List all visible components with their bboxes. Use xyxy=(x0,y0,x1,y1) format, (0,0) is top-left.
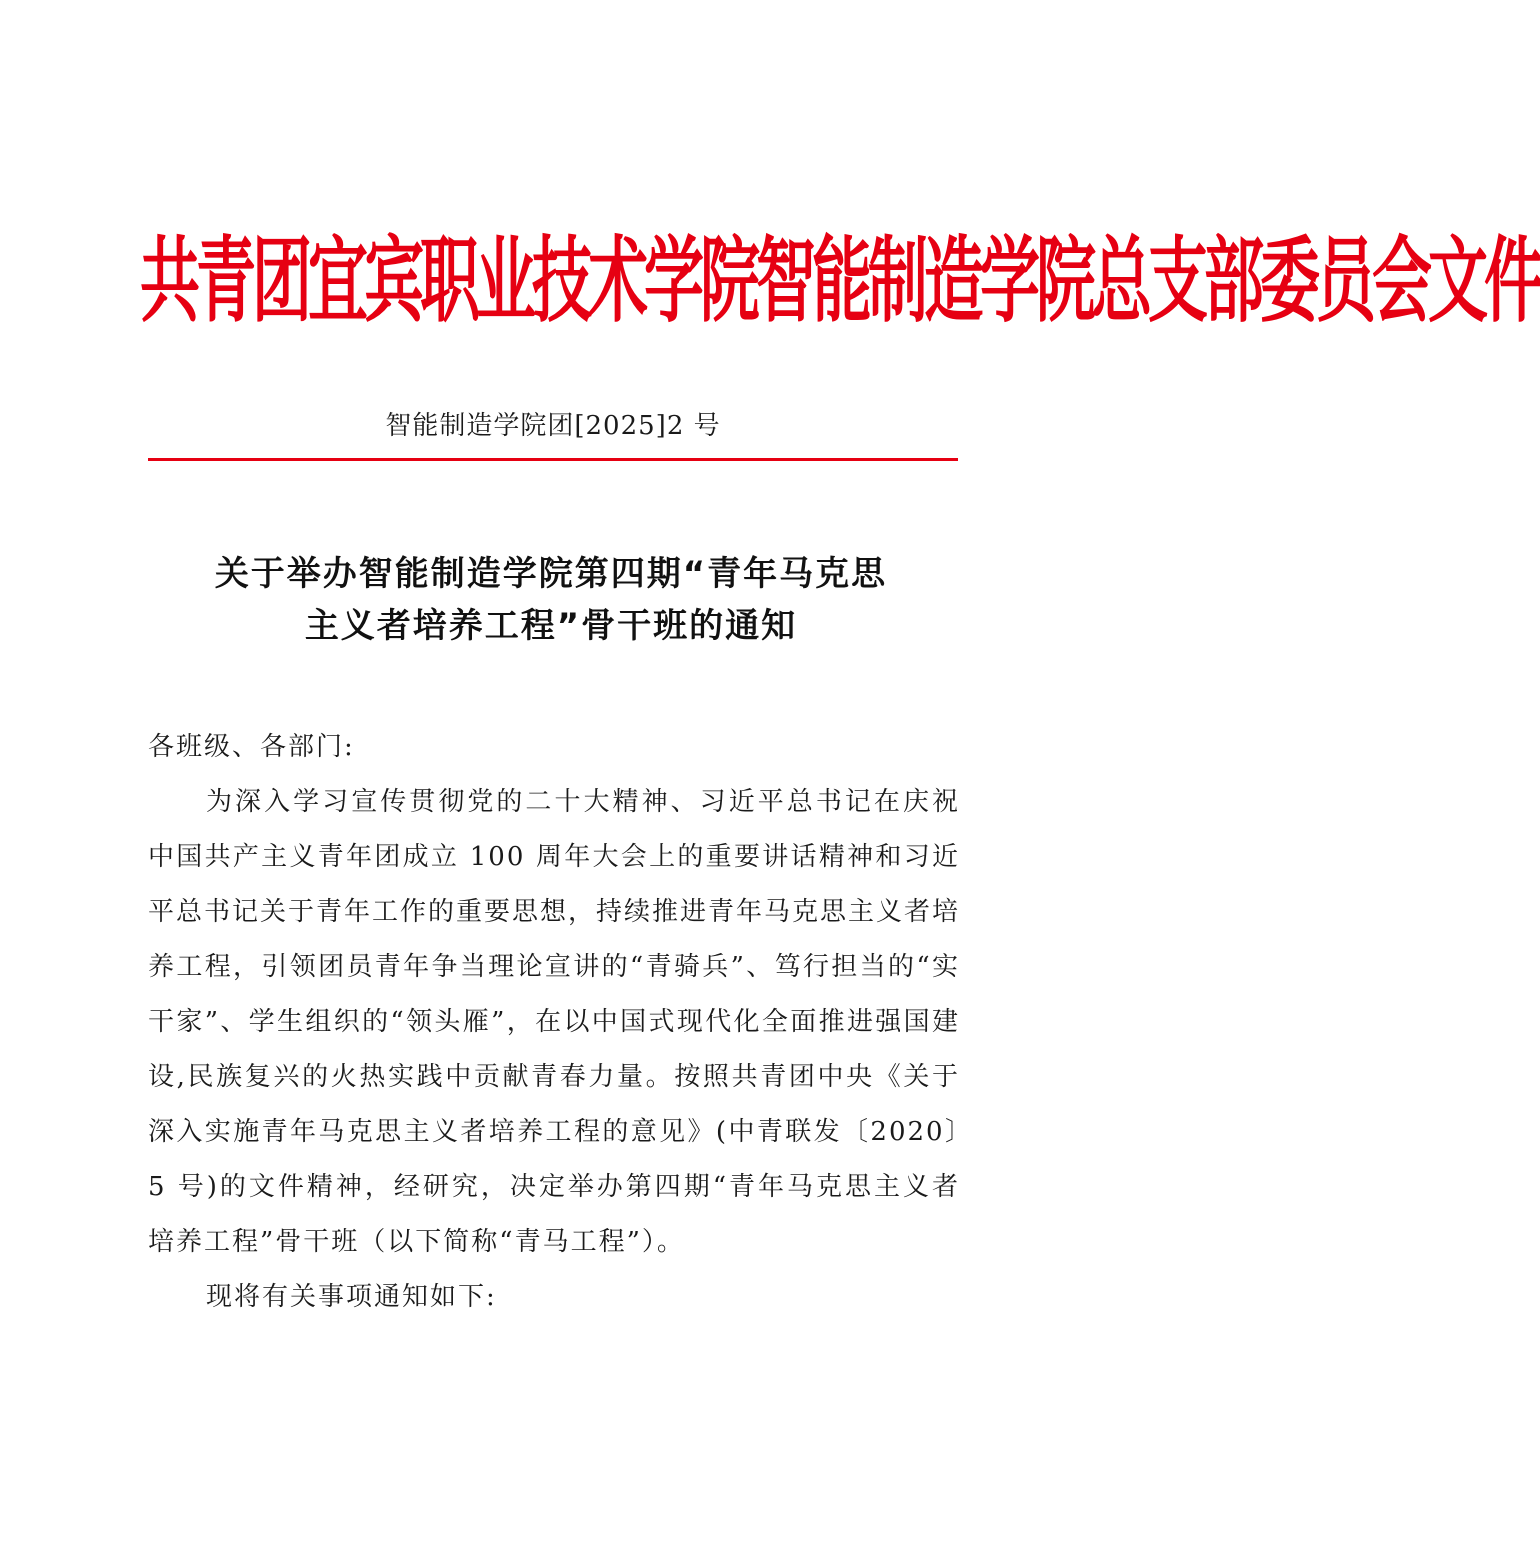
document-number: 智能制造学院团[2025]2 号 xyxy=(385,411,721,441)
notice-title-line-2: 主义者培养工程”骨干班的通知 xyxy=(304,606,798,646)
notice-title xyxy=(120,548,982,652)
addressee: 各班级、各部门: xyxy=(148,732,355,762)
body-paragraph-2: 现将有关事项通知如下: xyxy=(206,1282,497,1312)
notice-body xyxy=(148,720,960,1325)
body-paragraph-1: 为深入学习宣传贯彻党的二十大精神、习近平总书记在庆祝中国共产主义青年团成立 100 周年大会上的重要讲话精神和习近平总书记关于青年工作的重要思想，持续推进青年马克思主义者培养工程，引领团员青年争当理论宣讲的“青骑兵”、笃行担当的“实干家”、学生组织的“领头雁”，在以中国式现代化全面推进强国建设,民族复兴的火热实践中贡献青春力量。按照共青团中央《关于深入实施青年马克思主义者培养工程的意见》(中青联发〔2020〕5 号)的文件精神，经研究，决定举办第四期“青年马克思主义者培养工程”骨干班（以下简称“青马工程”）。 xyxy=(148,787,961,1257)
notice-title-line-1: 关于举办智能制造学院第四期“青年马克思 xyxy=(214,554,888,594)
document-header-title: 共青团宜宾职业技术学院智能制造学院总支部委员会文件 xyxy=(140,227,1540,337)
red-divider-line xyxy=(148,458,958,461)
